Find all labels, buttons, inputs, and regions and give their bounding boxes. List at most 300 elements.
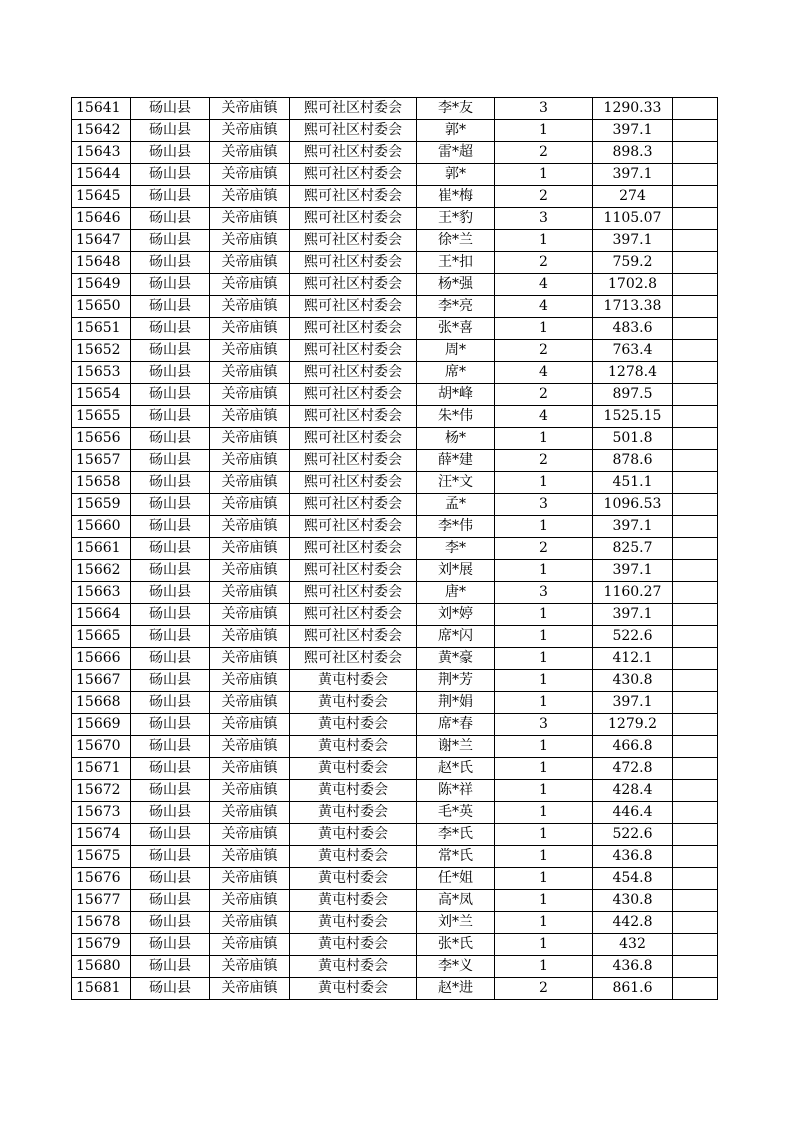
county-cell: 砀山县 <box>131 252 210 274</box>
household-count-cell: 1 <box>495 648 593 670</box>
village-cell: 熙可社区村委会 <box>290 516 417 538</box>
town-cell: 关帝庙镇 <box>210 956 290 978</box>
table-row <box>72 780 718 802</box>
household-count-cell: 1 <box>495 824 593 846</box>
household-count-cell: 1 <box>495 890 593 912</box>
town-cell: 关帝庙镇 <box>210 340 290 362</box>
amount-cell: 412.1 <box>593 648 673 670</box>
amount-cell: 759.2 <box>593 252 673 274</box>
name-cell: 郭* <box>417 120 495 142</box>
name-cell: 赵*进 <box>417 978 495 1000</box>
town-cell: 关帝庙镇 <box>210 714 290 736</box>
household-count-cell: 1 <box>495 626 593 648</box>
village-cell: 黄屯村委会 <box>290 758 417 780</box>
table-row <box>72 978 718 1000</box>
town-cell: 关帝庙镇 <box>210 296 290 318</box>
county-cell: 砀山县 <box>131 890 210 912</box>
village-cell: 熙可社区村委会 <box>290 626 417 648</box>
row-id-cell: 15659 <box>72 494 131 516</box>
village-cell: 黄屯村委会 <box>290 890 417 912</box>
county-cell: 砀山县 <box>131 164 210 186</box>
household-count-cell: 2 <box>495 142 593 164</box>
town-cell: 关帝庙镇 <box>210 912 290 934</box>
village-cell: 黄屯村委会 <box>290 714 417 736</box>
amount-cell: 397.1 <box>593 516 673 538</box>
village-cell: 熙可社区村委会 <box>290 340 417 362</box>
amount-cell: 1525.15 <box>593 406 673 428</box>
amount-cell: 430.8 <box>593 890 673 912</box>
note-cell <box>673 780 718 802</box>
table-row <box>72 406 718 428</box>
row-id-cell: 15653 <box>72 362 131 384</box>
table-row <box>72 494 718 516</box>
table-row <box>72 846 718 868</box>
note-cell <box>673 296 718 318</box>
village-cell: 黄屯村委会 <box>290 912 417 934</box>
household-count-cell: 1 <box>495 846 593 868</box>
name-cell: 王*扣 <box>417 252 495 274</box>
household-count-cell: 1 <box>495 670 593 692</box>
county-cell: 砀山县 <box>131 142 210 164</box>
household-count-cell: 1 <box>495 120 593 142</box>
household-count-cell: 1 <box>495 802 593 824</box>
row-id-cell: 15668 <box>72 692 131 714</box>
name-cell: 刘*展 <box>417 560 495 582</box>
household-count-cell: 1 <box>495 736 593 758</box>
county-cell: 砀山县 <box>131 230 210 252</box>
name-cell: 席*闪 <box>417 626 495 648</box>
note-cell <box>673 626 718 648</box>
town-cell: 关帝庙镇 <box>210 648 290 670</box>
village-cell: 熙可社区村委会 <box>290 186 417 208</box>
household-count-cell: 1 <box>495 780 593 802</box>
amount-cell: 432 <box>593 934 673 956</box>
name-cell: 赵*氏 <box>417 758 495 780</box>
note-cell <box>673 516 718 538</box>
table-row <box>72 318 718 340</box>
name-cell: 李*伟 <box>417 516 495 538</box>
table-row <box>72 230 718 252</box>
name-cell: 常*氏 <box>417 846 495 868</box>
note-cell <box>673 120 718 142</box>
note-cell <box>673 472 718 494</box>
household-count-cell: 2 <box>495 186 593 208</box>
name-cell: 杨*强 <box>417 274 495 296</box>
name-cell: 陈*祥 <box>417 780 495 802</box>
table-row <box>72 98 718 120</box>
note-cell <box>673 560 718 582</box>
village-cell: 熙可社区村委会 <box>290 450 417 472</box>
town-cell: 关帝庙镇 <box>210 758 290 780</box>
village-cell: 黄屯村委会 <box>290 780 417 802</box>
table-row <box>72 142 718 164</box>
town-cell: 关帝庙镇 <box>210 824 290 846</box>
household-count-cell: 1 <box>495 318 593 340</box>
village-cell: 黄屯村委会 <box>290 802 417 824</box>
amount-cell: 454.8 <box>593 868 673 890</box>
note-cell <box>673 164 718 186</box>
amount-cell: 1096.53 <box>593 494 673 516</box>
amount-cell: 522.6 <box>593 626 673 648</box>
town-cell: 关帝庙镇 <box>210 120 290 142</box>
town-cell: 关帝庙镇 <box>210 802 290 824</box>
row-id-cell: 15649 <box>72 274 131 296</box>
name-cell: 黄*豪 <box>417 648 495 670</box>
records-table <box>71 97 718 1000</box>
row-id-cell: 15661 <box>72 538 131 560</box>
table-row <box>72 538 718 560</box>
village-cell: 黄屯村委会 <box>290 692 417 714</box>
county-cell: 砀山县 <box>131 472 210 494</box>
row-id-cell: 15671 <box>72 758 131 780</box>
note-cell <box>673 670 718 692</box>
table-row <box>72 516 718 538</box>
note-cell <box>673 934 718 956</box>
note-cell <box>673 890 718 912</box>
name-cell: 李*义 <box>417 956 495 978</box>
county-cell: 砀山县 <box>131 384 210 406</box>
town-cell: 关帝庙镇 <box>210 890 290 912</box>
table-row <box>72 208 718 230</box>
row-id-cell: 15665 <box>72 626 131 648</box>
row-id-cell: 15655 <box>72 406 131 428</box>
household-count-cell: 2 <box>495 538 593 560</box>
name-cell: 荆*芳 <box>417 670 495 692</box>
village-cell: 黄屯村委会 <box>290 934 417 956</box>
row-id-cell: 15666 <box>72 648 131 670</box>
amount-cell: 430.8 <box>593 670 673 692</box>
county-cell: 砀山县 <box>131 626 210 648</box>
town-cell: 关帝庙镇 <box>210 472 290 494</box>
county-cell: 砀山县 <box>131 516 210 538</box>
name-cell: 李* <box>417 538 495 560</box>
row-id-cell: 15647 <box>72 230 131 252</box>
name-cell: 张*喜 <box>417 318 495 340</box>
amount-cell: 501.8 <box>593 428 673 450</box>
household-count-cell: 4 <box>495 362 593 384</box>
row-id-cell: 15643 <box>72 142 131 164</box>
table-row <box>72 934 718 956</box>
row-id-cell: 15677 <box>72 890 131 912</box>
note-cell <box>673 582 718 604</box>
county-cell: 砀山县 <box>131 186 210 208</box>
county-cell: 砀山县 <box>131 98 210 120</box>
row-id-cell: 15648 <box>72 252 131 274</box>
county-cell: 砀山县 <box>131 604 210 626</box>
village-cell: 黄屯村委会 <box>290 670 417 692</box>
town-cell: 关帝庙镇 <box>210 626 290 648</box>
county-cell: 砀山县 <box>131 692 210 714</box>
town-cell: 关帝庙镇 <box>210 208 290 230</box>
household-count-cell: 3 <box>495 494 593 516</box>
town-cell: 关帝庙镇 <box>210 428 290 450</box>
village-cell: 熙可社区村委会 <box>290 362 417 384</box>
household-count-cell: 2 <box>495 450 593 472</box>
amount-cell: 397.1 <box>593 604 673 626</box>
note-cell <box>673 824 718 846</box>
note-cell <box>673 736 718 758</box>
amount-cell: 397.1 <box>593 230 673 252</box>
village-cell: 熙可社区村委会 <box>290 296 417 318</box>
county-cell: 砀山县 <box>131 868 210 890</box>
household-count-cell: 3 <box>495 208 593 230</box>
row-id-cell: 15673 <box>72 802 131 824</box>
county-cell: 砀山县 <box>131 846 210 868</box>
county-cell: 砀山县 <box>131 736 210 758</box>
table-row <box>72 890 718 912</box>
town-cell: 关帝庙镇 <box>210 230 290 252</box>
row-id-cell: 15676 <box>72 868 131 890</box>
village-cell: 熙可社区村委会 <box>290 472 417 494</box>
amount-cell: 472.8 <box>593 758 673 780</box>
county-cell: 砀山县 <box>131 670 210 692</box>
village-cell: 熙可社区村委会 <box>290 120 417 142</box>
note-cell <box>673 692 718 714</box>
note-cell <box>673 230 718 252</box>
row-id-cell: 15664 <box>72 604 131 626</box>
household-count-cell: 1 <box>495 912 593 934</box>
county-cell: 砀山县 <box>131 428 210 450</box>
name-cell: 朱*伟 <box>417 406 495 428</box>
town-cell: 关帝庙镇 <box>210 362 290 384</box>
note-cell <box>673 384 718 406</box>
amount-cell: 451.1 <box>593 472 673 494</box>
table-row <box>72 626 718 648</box>
name-cell: 席*春 <box>417 714 495 736</box>
name-cell: 孟* <box>417 494 495 516</box>
household-count-cell: 2 <box>495 978 593 1000</box>
row-id-cell: 15646 <box>72 208 131 230</box>
town-cell: 关帝庙镇 <box>210 780 290 802</box>
name-cell: 郭* <box>417 164 495 186</box>
village-cell: 熙可社区村委会 <box>290 274 417 296</box>
name-cell: 张*氏 <box>417 934 495 956</box>
town-cell: 关帝庙镇 <box>210 560 290 582</box>
row-id-cell: 15658 <box>72 472 131 494</box>
amount-cell: 1105.07 <box>593 208 673 230</box>
amount-cell: 1713.38 <box>593 296 673 318</box>
village-cell: 黄屯村委会 <box>290 978 417 1000</box>
town-cell: 关帝庙镇 <box>210 582 290 604</box>
row-id-cell: 15650 <box>72 296 131 318</box>
row-id-cell: 15662 <box>72 560 131 582</box>
name-cell: 高*凤 <box>417 890 495 912</box>
household-count-cell: 1 <box>495 516 593 538</box>
county-cell: 砀山县 <box>131 362 210 384</box>
note-cell <box>673 208 718 230</box>
amount-cell: 522.6 <box>593 824 673 846</box>
village-cell: 熙可社区村委会 <box>290 252 417 274</box>
amount-cell: 446.4 <box>593 802 673 824</box>
town-cell: 关帝庙镇 <box>210 164 290 186</box>
county-cell: 砀山县 <box>131 560 210 582</box>
note-cell <box>673 362 718 384</box>
table-row <box>72 868 718 890</box>
county-cell: 砀山县 <box>131 648 210 670</box>
note-cell <box>673 912 718 934</box>
amount-cell: 397.1 <box>593 164 673 186</box>
amount-cell: 397.1 <box>593 560 673 582</box>
town-cell: 关帝庙镇 <box>210 406 290 428</box>
amount-cell: 466.8 <box>593 736 673 758</box>
note-cell <box>673 868 718 890</box>
note-cell <box>673 538 718 560</box>
county-cell: 砀山县 <box>131 824 210 846</box>
table-row <box>72 802 718 824</box>
amount-cell: 428.4 <box>593 780 673 802</box>
name-cell: 徐*兰 <box>417 230 495 252</box>
row-id-cell: 15651 <box>72 318 131 340</box>
table-row <box>72 736 718 758</box>
note-cell <box>673 648 718 670</box>
row-id-cell: 15670 <box>72 736 131 758</box>
village-cell: 熙可社区村委会 <box>290 142 417 164</box>
name-cell: 崔*梅 <box>417 186 495 208</box>
table-row <box>72 582 718 604</box>
table-row <box>72 252 718 274</box>
name-cell: 汪*文 <box>417 472 495 494</box>
household-count-cell: 1 <box>495 560 593 582</box>
note-cell <box>673 186 718 208</box>
household-count-cell: 1 <box>495 164 593 186</box>
town-cell: 关帝庙镇 <box>210 670 290 692</box>
town-cell: 关帝庙镇 <box>210 516 290 538</box>
household-count-cell: 4 <box>495 296 593 318</box>
household-count-cell: 1 <box>495 956 593 978</box>
table-row <box>72 450 718 472</box>
name-cell: 毛*英 <box>417 802 495 824</box>
household-count-cell: 2 <box>495 252 593 274</box>
amount-cell: 763.4 <box>593 340 673 362</box>
amount-cell: 1290.33 <box>593 98 673 120</box>
table-row <box>72 186 718 208</box>
table-row <box>72 164 718 186</box>
row-id-cell: 15663 <box>72 582 131 604</box>
note-cell <box>673 142 718 164</box>
table-row <box>72 692 718 714</box>
village-cell: 熙可社区村委会 <box>290 384 417 406</box>
name-cell: 刘*兰 <box>417 912 495 934</box>
county-cell: 砀山县 <box>131 956 210 978</box>
amount-cell: 483.6 <box>593 318 673 340</box>
name-cell: 周* <box>417 340 495 362</box>
note-cell <box>673 98 718 120</box>
county-cell: 砀山县 <box>131 340 210 362</box>
name-cell: 雷*超 <box>417 142 495 164</box>
amount-cell: 274 <box>593 186 673 208</box>
amount-cell: 897.5 <box>593 384 673 406</box>
note-cell <box>673 714 718 736</box>
village-cell: 熙可社区村委会 <box>290 230 417 252</box>
village-cell: 黄屯村委会 <box>290 868 417 890</box>
town-cell: 关帝庙镇 <box>210 384 290 406</box>
name-cell: 杨* <box>417 428 495 450</box>
name-cell: 李*友 <box>417 98 495 120</box>
note-cell <box>673 802 718 824</box>
county-cell: 砀山县 <box>131 494 210 516</box>
row-id-cell: 15642 <box>72 120 131 142</box>
town-cell: 关帝庙镇 <box>210 846 290 868</box>
name-cell: 席* <box>417 362 495 384</box>
amount-cell: 861.6 <box>593 978 673 1000</box>
row-id-cell: 15660 <box>72 516 131 538</box>
household-count-cell: 1 <box>495 934 593 956</box>
note-cell <box>673 956 718 978</box>
town-cell: 关帝庙镇 <box>210 538 290 560</box>
town-cell: 关帝庙镇 <box>210 736 290 758</box>
amount-cell: 397.1 <box>593 120 673 142</box>
table-row <box>72 120 718 142</box>
row-id-cell: 15681 <box>72 978 131 1000</box>
village-cell: 熙可社区村委会 <box>290 494 417 516</box>
name-cell: 唐* <box>417 582 495 604</box>
household-count-cell: 3 <box>495 714 593 736</box>
table-row <box>72 560 718 582</box>
table-row <box>72 912 718 934</box>
village-cell: 熙可社区村委会 <box>290 648 417 670</box>
row-id-cell: 15672 <box>72 780 131 802</box>
note-cell <box>673 450 718 472</box>
table-row <box>72 824 718 846</box>
county-cell: 砀山县 <box>131 780 210 802</box>
household-count-cell: 4 <box>495 406 593 428</box>
name-cell: 李*亮 <box>417 296 495 318</box>
row-id-cell: 15678 <box>72 912 131 934</box>
town-cell: 关帝庙镇 <box>210 98 290 120</box>
amount-cell: 436.8 <box>593 956 673 978</box>
name-cell: 荆*娟 <box>417 692 495 714</box>
village-cell: 黄屯村委会 <box>290 956 417 978</box>
table-row <box>72 604 718 626</box>
village-cell: 熙可社区村委会 <box>290 428 417 450</box>
note-cell <box>673 494 718 516</box>
note-cell <box>673 252 718 274</box>
county-cell: 砀山县 <box>131 538 210 560</box>
row-id-cell: 15654 <box>72 384 131 406</box>
county-cell: 砀山县 <box>131 912 210 934</box>
county-cell: 砀山县 <box>131 274 210 296</box>
name-cell: 薛*建 <box>417 450 495 472</box>
household-count-cell: 1 <box>495 472 593 494</box>
name-cell: 胡*峰 <box>417 384 495 406</box>
name-cell: 李*氏 <box>417 824 495 846</box>
row-id-cell: 15679 <box>72 934 131 956</box>
name-cell: 刘*婷 <box>417 604 495 626</box>
county-cell: 砀山县 <box>131 406 210 428</box>
row-id-cell: 15667 <box>72 670 131 692</box>
records-table-body <box>72 98 718 1000</box>
note-cell <box>673 978 718 1000</box>
table-row <box>72 472 718 494</box>
county-cell: 砀山县 <box>131 714 210 736</box>
town-cell: 关帝庙镇 <box>210 142 290 164</box>
county-cell: 砀山县 <box>131 582 210 604</box>
household-count-cell: 1 <box>495 758 593 780</box>
town-cell: 关帝庙镇 <box>210 868 290 890</box>
county-cell: 砀山县 <box>131 318 210 340</box>
county-cell: 砀山县 <box>131 450 210 472</box>
amount-cell: 1279.2 <box>593 714 673 736</box>
village-cell: 熙可社区村委会 <box>290 98 417 120</box>
note-cell <box>673 318 718 340</box>
row-id-cell: 15656 <box>72 428 131 450</box>
town-cell: 关帝庙镇 <box>210 252 290 274</box>
village-cell: 熙可社区村委会 <box>290 208 417 230</box>
row-id-cell: 15675 <box>72 846 131 868</box>
village-cell: 熙可社区村委会 <box>290 560 417 582</box>
table-row <box>72 296 718 318</box>
name-cell: 谢*兰 <box>417 736 495 758</box>
